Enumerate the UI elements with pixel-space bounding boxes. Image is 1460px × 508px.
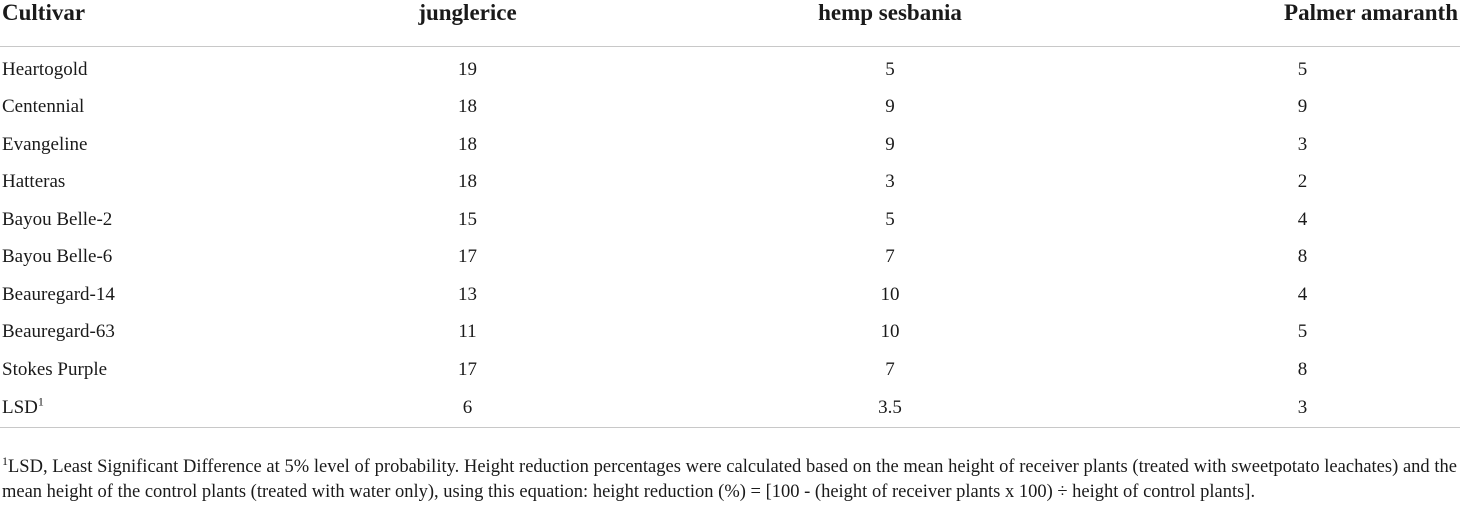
hemp-sesbania-cell: 10 <box>880 321 900 343</box>
table-row <box>0 201 1460 239</box>
table-row <box>0 47 1460 89</box>
footnote-marker: 1 <box>2 453 8 468</box>
palmer-amaranth-cell: 8 <box>1297 246 1308 268</box>
junglerice-cell: 18 <box>458 96 477 118</box>
lsd-label: LSD <box>2 396 38 418</box>
junglerice-cell: 19 <box>458 58 477 80</box>
table-row <box>0 276 1460 314</box>
cultivar-cell: Centennial <box>2 96 85 118</box>
palmer-amaranth-cell: 4 <box>1297 283 1308 305</box>
table-footnote <box>2 455 1457 505</box>
palmer-amaranth-cell: 9 <box>1297 96 1308 118</box>
cultivar-cell: Evangeline <box>2 133 88 155</box>
lsd-footnote-marker: 1 <box>37 394 44 409</box>
table-header-row <box>0 0 1460 47</box>
hemp-sesbania-cell: 5 <box>885 208 895 230</box>
junglerice-cell: 17 <box>458 246 477 268</box>
hemp-sesbania-cell: 9 <box>885 133 895 155</box>
table-row <box>0 351 1460 389</box>
palmer-amaranth-cell: 8 <box>1297 358 1308 380</box>
hemp-sesbania-cell: 10 <box>880 283 900 305</box>
header-junglerice: junglerice <box>300 0 635 47</box>
hemp-sesbania-cell: 7 <box>885 246 895 268</box>
junglerice-cell: 18 <box>458 171 477 193</box>
palmer-amaranth-cell: 2 <box>1297 171 1308 193</box>
hemp-sesbania-cell: 9 <box>885 96 895 118</box>
palmer-amaranth-cell: 3 <box>1297 133 1308 155</box>
lsd-row <box>0 389 1460 428</box>
table-row <box>0 164 1460 202</box>
hemp-sesbania-cell: 5 <box>885 58 895 80</box>
cultivar-cell: Hatteras <box>2 171 66 193</box>
palmer-amaranth-cell: 5 <box>1297 321 1308 343</box>
header-cultivar: Cultivar <box>0 0 300 47</box>
table-row <box>0 89 1460 127</box>
junglerice-cell: 15 <box>458 208 477 230</box>
table-row <box>0 126 1460 164</box>
lsd-label-cell <box>0 389 300 428</box>
cultivar-cell: Bayou Belle-6 <box>2 246 113 268</box>
junglerice-cell: 13 <box>458 283 477 305</box>
palmer-amaranth-cell: 4 <box>1297 208 1308 230</box>
header-hemp-sesbania: hemp sesbania <box>635 0 1145 47</box>
cultivar-cell: Heartogold <box>2 58 88 80</box>
header-palmer-amaranth: Palmer amaranth <box>1145 0 1460 47</box>
lsd-junglerice-cell: 6 <box>300 389 635 428</box>
cultivar-cell: Beauregard-14 <box>2 283 115 305</box>
hemp-sesbania-cell: 7 <box>885 358 895 380</box>
junglerice-cell: 18 <box>458 133 477 155</box>
junglerice-cell: 17 <box>458 358 477 380</box>
footnote-text: LSD, Least Significant Difference at 5% level of probability. Height reduction percentages were calculated based on the mean height of receiver plants (treated with sweetpotato leachates) and the mean height of the control plants (treated with water only), using this equation: height reduction (%) = [100 - (height of receiver plants x 100) ÷ height of control plants]. <box>2 457 1457 502</box>
table-body <box>0 47 1460 428</box>
cultivar-cell: Bayou Belle-2 <box>2 208 113 230</box>
lsd-palmer-amaranth-cell: 3 <box>1145 389 1460 428</box>
palmer-amaranth-cell: 5 <box>1297 58 1308 80</box>
lsd-hemp-sesbania-cell: 3.5 <box>635 389 1145 428</box>
table-row <box>0 239 1460 277</box>
hemp-sesbania-cell: 3 <box>885 171 895 193</box>
cultivar-cell: Beauregard-63 <box>2 321 115 343</box>
cultivar-cell: Stokes Purple <box>2 358 108 380</box>
junglerice-cell: 11 <box>458 321 477 343</box>
table-row <box>0 314 1460 352</box>
